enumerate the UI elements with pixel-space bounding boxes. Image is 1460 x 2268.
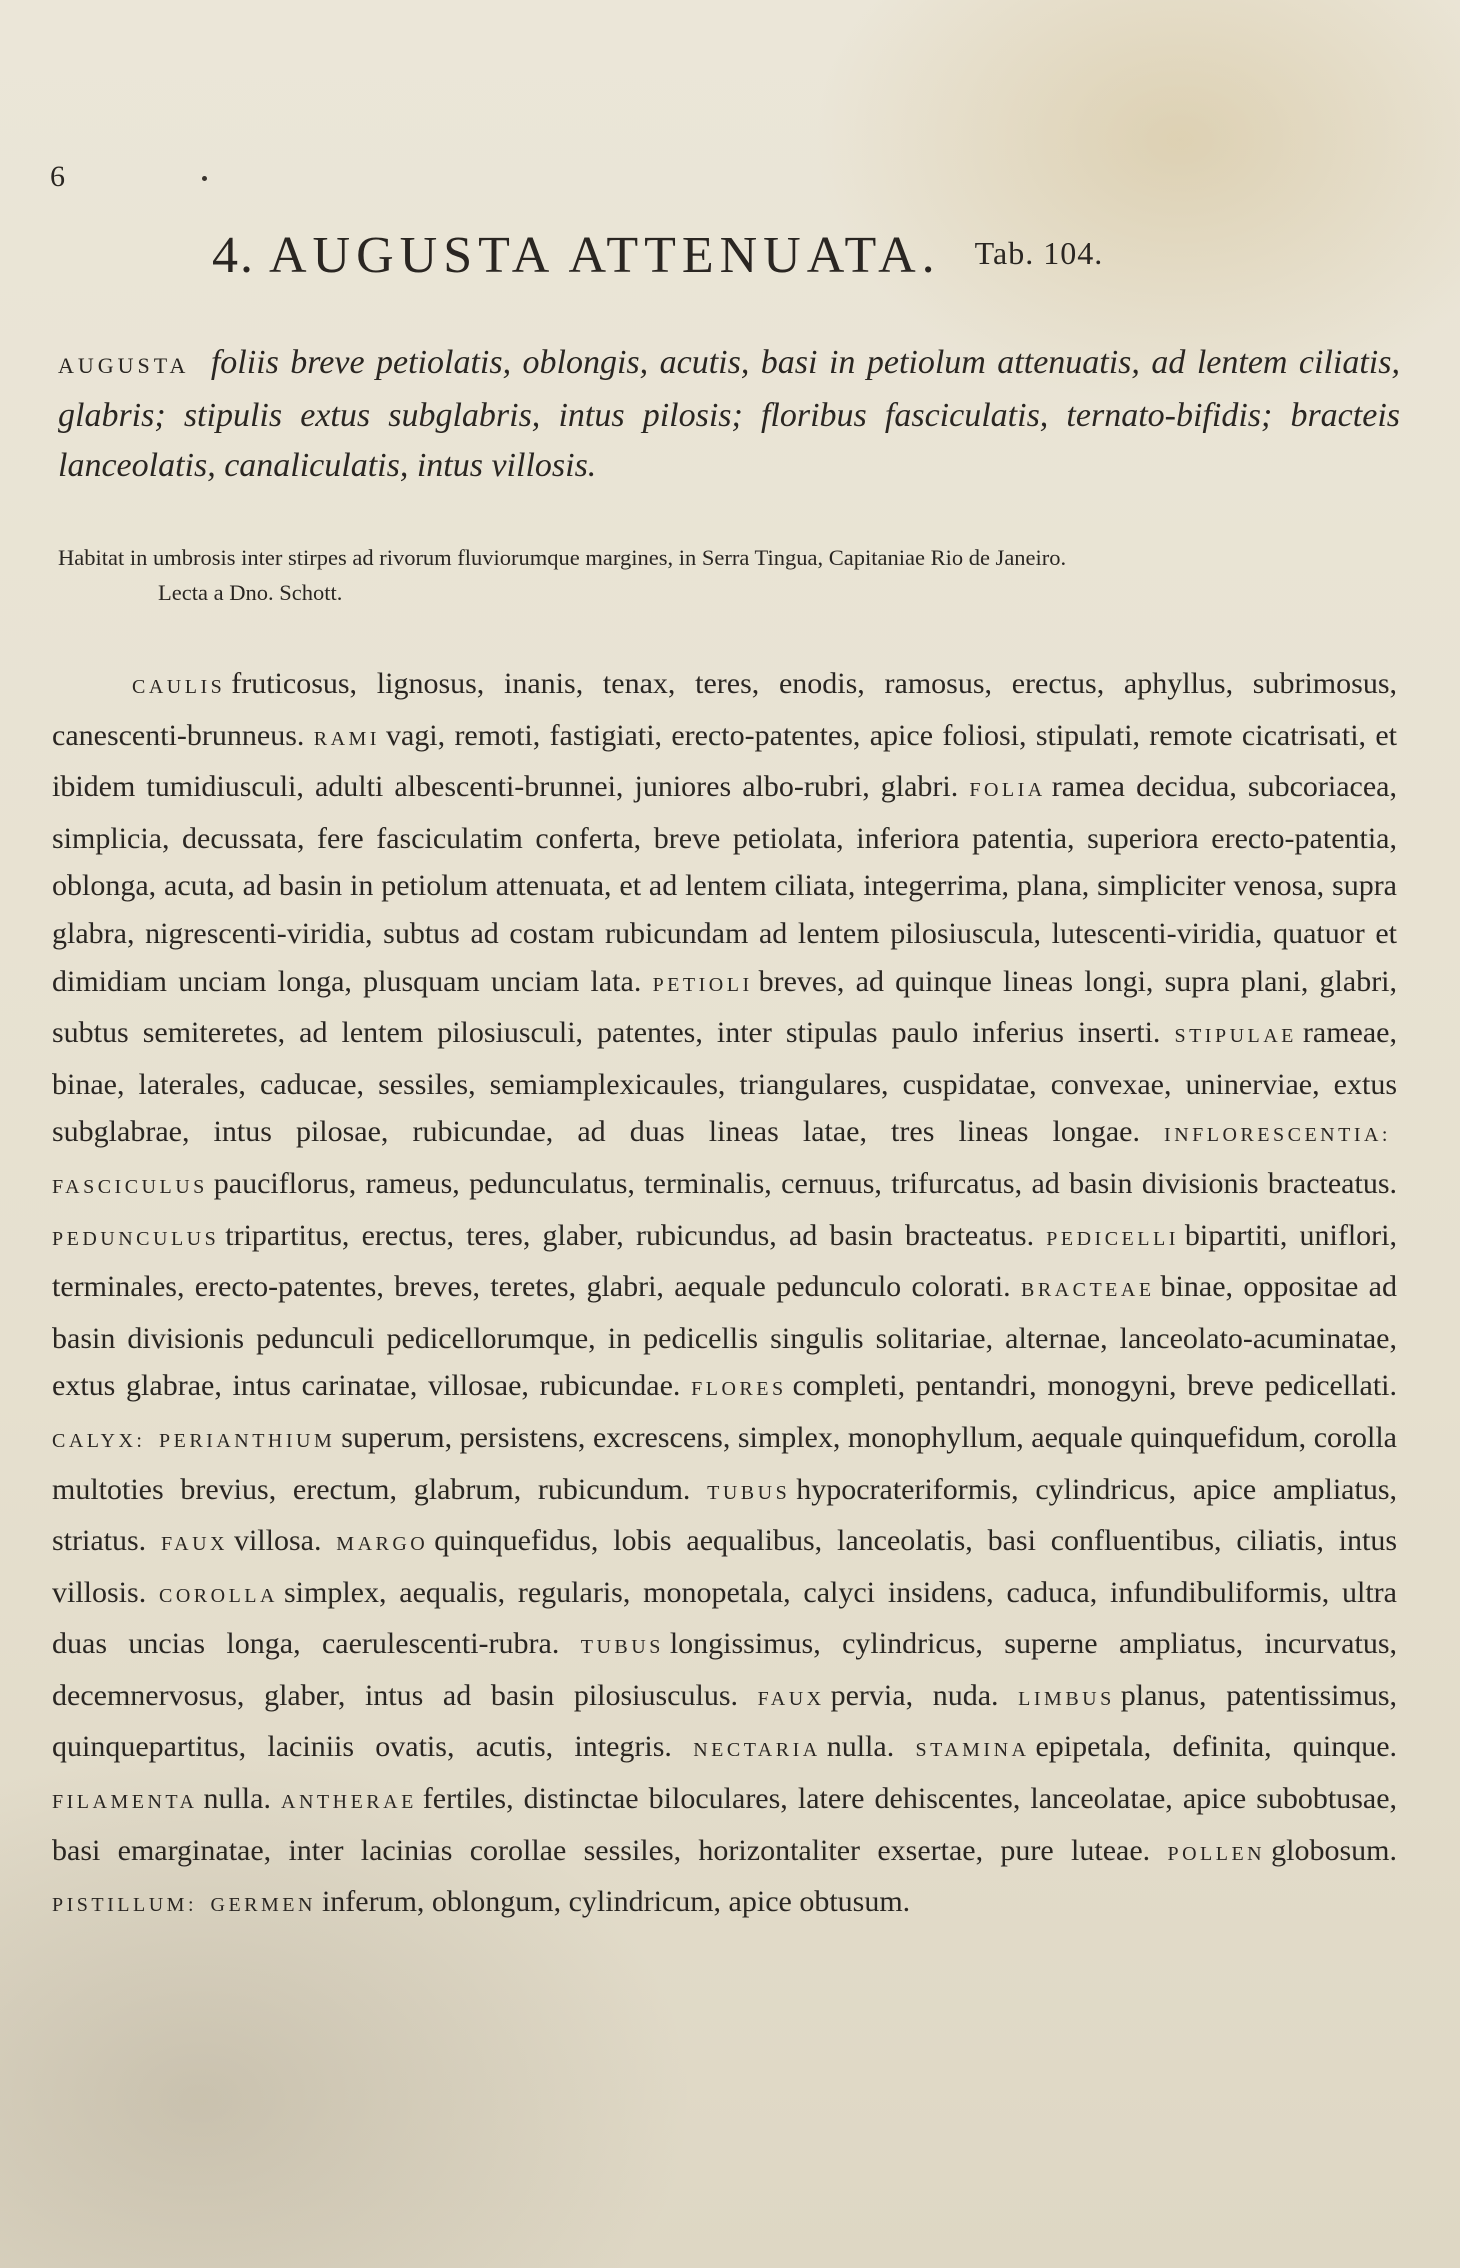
term-heading: FAUX — [161, 1533, 228, 1556]
diagnosis-paragraph — [58, 338, 1400, 491]
species-number: 4. — [212, 227, 255, 284]
term-heading: FLORES — [691, 1378, 787, 1401]
term-heading: NECTARIA — [693, 1739, 821, 1762]
diagnosis-genus: AUGUSTA — [58, 353, 190, 378]
term-description: simplex, aequalis, regularis, monopetala, calyci insidens, caduca, infundibuliformis, ultra duas uncias longa, caerulescenti-rubra. — [52, 1575, 1397, 1661]
term-heading: RAMI — [313, 727, 380, 750]
term-heading: CAULIS — [132, 676, 226, 698]
species-heading — [212, 226, 1332, 285]
term-description: breves, ad quinque lineas longi, supra plani, glabri, subtus semiteretes, ad lentem pilosiusculi, patentes, inter stipulas paulo inferius inserti. — [52, 964, 1398, 1050]
ink-dot — [202, 176, 207, 181]
term-heading: TUBUS — [707, 1481, 791, 1504]
term-description: quinquefidus, lobis aequalibus, lanceolatis, basi confluentibus, ciliatis, intus villosis. — [52, 1524, 1398, 1609]
term-description: hypocrateriformis, cylindricus, apice ampliatus, striatus. — [52, 1472, 1397, 1558]
term-heading: MARGO — [336, 1533, 429, 1556]
term-description: epipetala, definita, quinque. — [1035, 1730, 1398, 1764]
term-description: nulla. — [826, 1730, 895, 1764]
term-description: fruticosus, lignosus, inanis, tenax, teres, enodis, ramosus, erectus, aphyllus, subrimosus, canescenti-brunneus. — [52, 667, 1397, 752]
diagnosis-text: foliis breve petiolatis, oblongis, acutis, basi in petiolum attenuatis, ad lentem ciliatis, glabris; stipulis extus subglabris, intus pilosis; floribus fasciculatis, ternato-bifidis; bracteis lanceolatis, canaliculatis, intus villosis. — [58, 344, 1400, 484]
term-heading: PERIANTHIUM — [158, 1429, 336, 1452]
term-description: completi, pentandri, monogyni, breve pedicellati. — [792, 1369, 1398, 1403]
habitat-line-1: Habitat in umbrosis inter stirpes ad rivorum fluviorumque margines, in Serra Tingua, Capitaniae Rio de Janeiro. — [58, 545, 1067, 570]
term-description: inferum, oblongum, cylindricum, apice obtusum. — [321, 1885, 911, 1919]
habitat-note — [58, 540, 1400, 610]
term-heading: PEDUNCULUS — [52, 1227, 220, 1250]
term-heading: PISTILLUM: — [52, 1894, 197, 1917]
term-description: vagi, remoti, fastigiati, erecto-patentes, apice foliosi, stipulati, remote cicatrisati, et ibidem tumidiusculi, adulti albescenti-brunnei, juniores albo-rubri, glabri. — [52, 718, 1397, 804]
term-heading: COROLLA — [159, 1584, 278, 1607]
term-description: nulla. — [203, 1782, 271, 1816]
term-heading: PEDICELLI — [1046, 1227, 1179, 1250]
term-heading: TUBUS — [580, 1636, 664, 1659]
term-heading: CALYX: — [52, 1429, 146, 1452]
habitat-line-2: Lecta a Dno. Schott. — [158, 580, 343, 605]
term-heading: FILAMENTA — [52, 1791, 198, 1814]
term-description: superum, persistens, excrescens, simplex, monophyllum, aequale quinquefidum, corolla multoties brevius, erectum, glabrum, rubicundum. — [52, 1420, 1397, 1506]
term-heading: GERMEN — [210, 1894, 316, 1917]
term-heading: INFLORESCENTIA: — [1164, 1124, 1391, 1147]
term-heading: ANTHERAE — [281, 1791, 417, 1814]
term-description: pauciflorus, rameus, pedunculatus, terminalis, cernuus, trifurcatus, ad basin divisionis bracteatus. — [213, 1166, 1397, 1200]
term-description: rameae, binae, laterales, caducae, sessiles, semiamplexicaules, triangulares, cuspidatae, convexae, uninerviae, extus subglabrae, intus pilosae, rubicundae, ad duas lineas latae, tres lineas longae. — [52, 1016, 1397, 1149]
term-heading: FOLIA — [969, 779, 1046, 802]
term-description: pervia, nuda. — [830, 1678, 999, 1712]
species-name: AUGUSTA ATTENUATA. — [269, 227, 941, 284]
term-description: planus, patentissimus, quinquepartitus, laciniis ovatis, acutis, integris. — [52, 1678, 1398, 1764]
term-heading: FAUX — [757, 1687, 825, 1710]
term-heading: STIPULAE — [1174, 1025, 1297, 1048]
term-heading: PETIOLI — [652, 973, 753, 996]
term-description: longissimus, cylindricus, superne ampliatus, incurvatus, decemnervosus, glaber, intus ad basin pilosiusculus. — [52, 1627, 1398, 1712]
term-heading: FASCICULUS — [52, 1175, 208, 1198]
term-description: bipartiti, uniflori, terminales, erecto-patentes, breves, teretes, glabri, aequale pedunculo colorati. — [52, 1218, 1398, 1304]
plate-reference: Tab. 104. — [974, 235, 1104, 271]
description-paragraph — [52, 660, 1397, 1930]
term-description: globosum. — [1271, 1833, 1397, 1867]
term-description: tripartitus, erectus, teres, glaber, rubicundus, ad basin bracteatus. — [225, 1218, 1035, 1252]
term-heading: STAMINA — [915, 1739, 1030, 1762]
term-heading: LIMBUS — [1018, 1687, 1115, 1710]
page-number: 6 — [50, 160, 66, 193]
term-description: ramea decidua, subcoriacea, simplicia, decussata, fere fasciculatim conferta, breve petiolata, inferiora patentia, superiora erecto-patentia, oblonga, acuta, ad basin in petiolum attenuata, et ad lentem ciliata, integerrima, plana, simpliciter venosa, supra glabra, nigrescenti-viridia, subtus ad costam rubicundam ad lentem pilosiuscula, lutescenti-viridia, quatuor et dimidiam unciam longa, plusquam unciam lata. — [52, 770, 1397, 998]
term-description: binae, oppositae ad basin divisionis pedunculi pedicellorumque, in pedicellis singulis solitariae, alternae, lanceolato-acuminatae, extus glabrae, intus carinatae, villosae, rubicundae. — [52, 1270, 1397, 1403]
term-heading: BRACTEAE — [1020, 1279, 1155, 1302]
term-description: villosa. — [233, 1524, 322, 1558]
term-heading: POLLEN — [1167, 1842, 1266, 1865]
term-description: fertiles, distinctae biloculares, latere dehiscentes, lanceolatae, apice subobtusae, basi emarginatae, inter lacinias corollae sessiles, horizontaliter exsertae, pure luteae. — [52, 1782, 1398, 1867]
